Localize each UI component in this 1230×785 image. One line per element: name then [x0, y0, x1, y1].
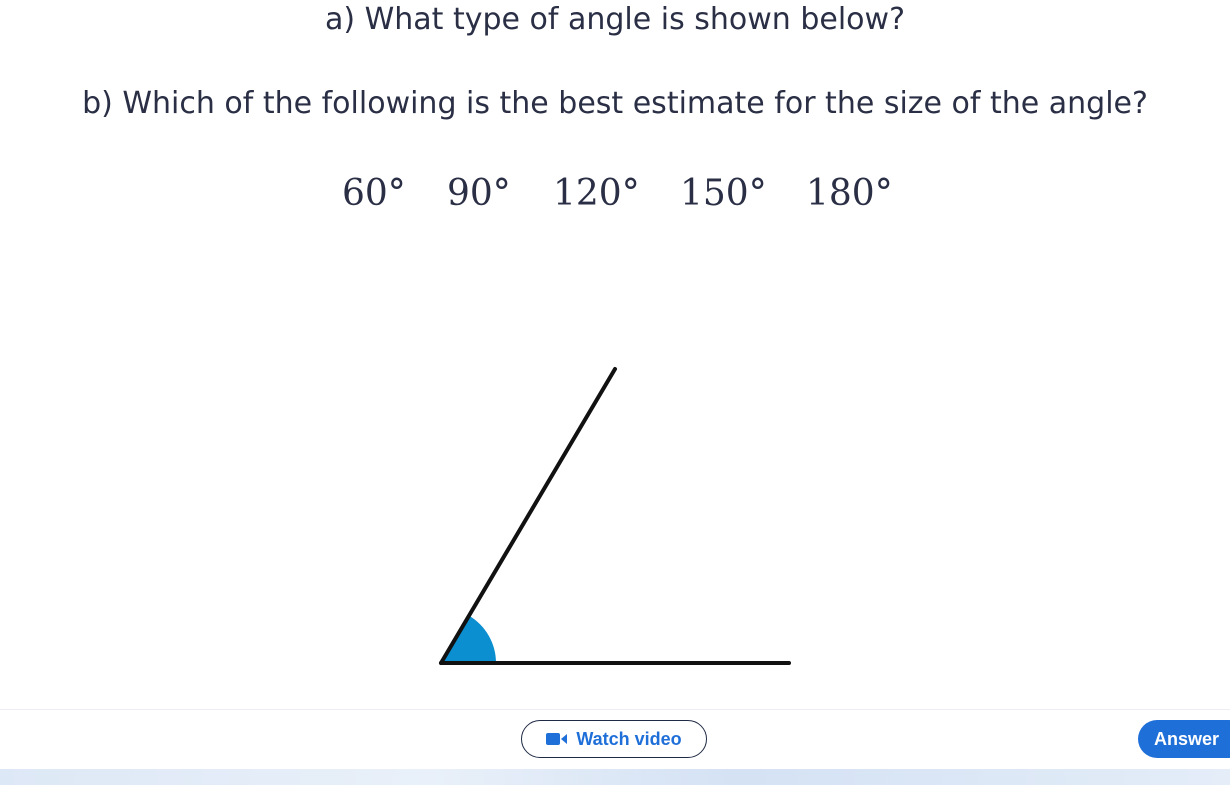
option-150: 150° — [680, 173, 767, 214]
option-60: 60° — [342, 173, 406, 214]
question-part-b: b) Which of the following is the best estimate for the size of the angle? — [82, 86, 1148, 121]
option-180: 180° — [806, 173, 893, 214]
angle-ray-slanted — [441, 369, 615, 663]
answer-label: Answer — [1154, 728, 1220, 749]
watch-video-button[interactable] — [521, 720, 707, 758]
answer-button[interactable] — [1138, 720, 1230, 758]
angle-marker — [441, 615, 496, 663]
video-camera-icon — [546, 732, 568, 746]
question-part-a: a) What type of angle is shown below? — [325, 2, 905, 37]
footer-divider — [0, 709, 1230, 710]
option-120: 120° — [553, 173, 640, 214]
bottom-strip — [0, 769, 1230, 785]
watch-video-label: Watch video — [576, 728, 682, 749]
option-90: 90° — [447, 173, 511, 214]
answer-options — [0, 173, 1230, 223]
